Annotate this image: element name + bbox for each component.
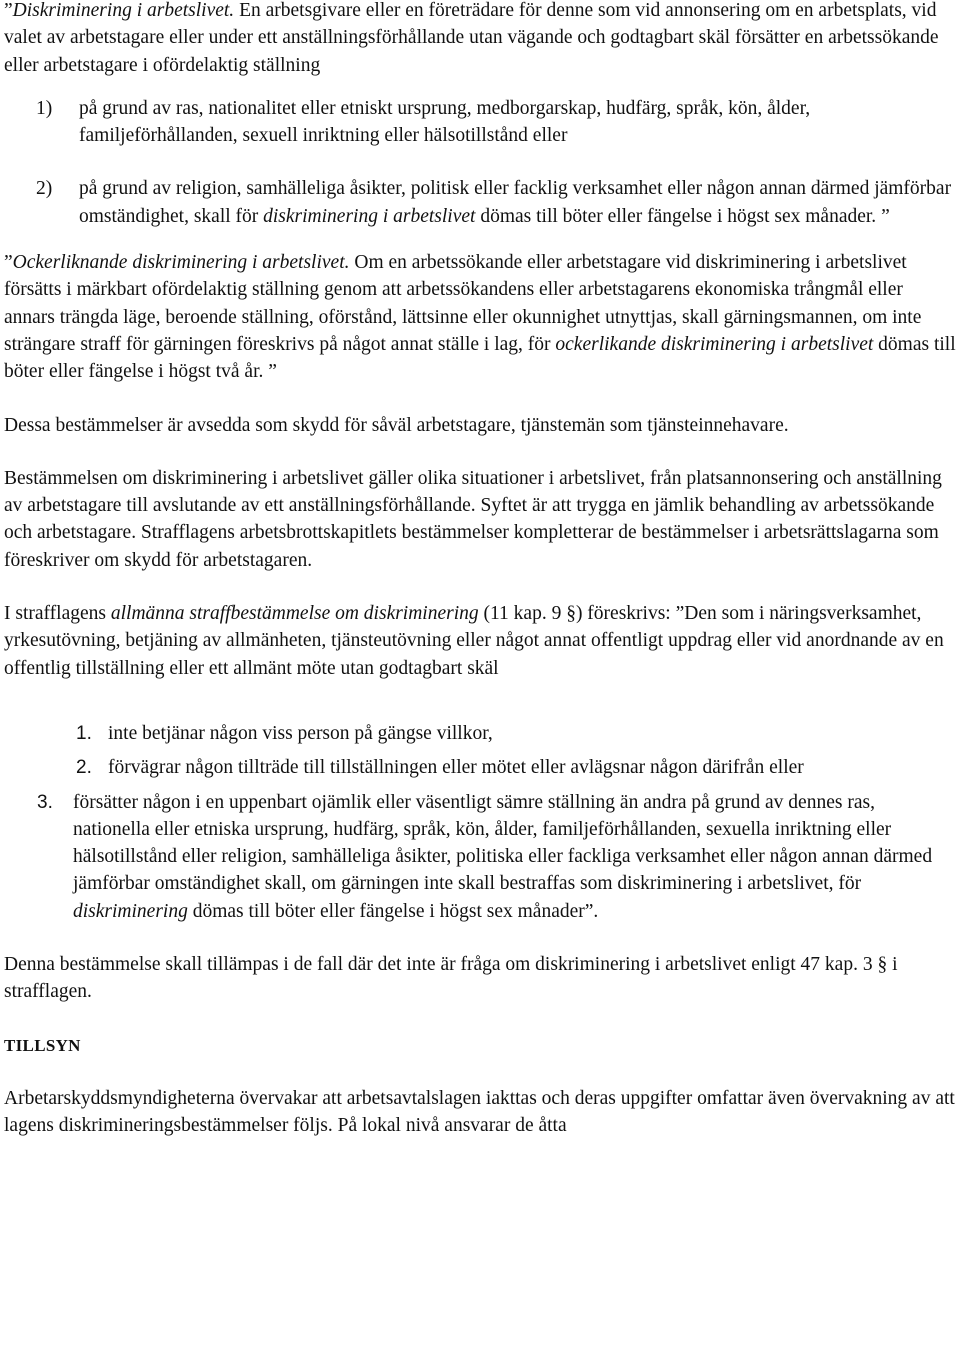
list-text-italic: diskriminering i arbetslivet (263, 205, 476, 227)
quote-open: ” (4, 252, 13, 274)
list-text-italic: diskriminering (73, 900, 188, 922)
quote-close: ” (876, 205, 890, 227)
paragraph-text: dömas till böter eller fängelse i högst två år. (4, 333, 956, 383)
list-text: på grund av religion, samhälleliga åsikter, politisk eller facklig verksamhet eller någon annan därmed jämförbar omständighet, skall för (79, 178, 952, 227)
paragraph-applies: Denna bestämmelse skall tillämpas i de fall där det inte är fråga om diskriminering i arbetslivet enligt 47 kap. 3 § i strafflagen. (4, 954, 898, 1003)
list-item (4, 175, 956, 230)
paragraph-usury-discrimination (4, 249, 956, 385)
paragraph-scope: Bestämmelsen om diskriminering i arbetslivet gäller olika situationer i arbetslivet, från platsannonsering och anställning av arbetstagare till avslutande av ett anställningsförhållande. Syftet är att trygga en jämlik behandling av arbetssökande och arbetstagare. Strafflagens arbetsbrottskapitlets bestämmelser kompletterar de bestämmelser i arbetsrättslagarna som föreskriver om skydd för arbetstagaren. (4, 467, 942, 571)
paragraph-intro (4, 0, 956, 79)
list-number: 1) (36, 97, 53, 119)
numbered-list-general (4, 720, 956, 925)
section-title: Ockerliknande diskriminering i arbetslivet. (12, 252, 350, 274)
list-text: förvägrar någon tillträde till tillställningen eller mötet eller avlägsnar någon därifrån eller (108, 757, 804, 779)
paragraph-text: I strafflagens (4, 603, 111, 625)
section-workplace-discrimination (4, 0, 956, 230)
list-number: 2) (36, 178, 53, 200)
list-text: dömas till böter eller fängelse i högst sex månader”. (187, 900, 599, 922)
section-title: Diskriminering i arbetslivet. (12, 0, 235, 21)
paragraph-protection: Dessa bestämmelser är avsedda som skydd för såväl arbetstagare, tjänstemän som tjänsteinnehavare. (4, 414, 789, 436)
list-item (4, 754, 956, 781)
paragraph-text: (11 kap. 9 §) föreskrivs: ”Den som i näringsverksamhet, yrkesutövning, betjäning av allmänheten, tjänsteutövning eller något annat offentligt uppdrag eller vid anordnande av en offentlig tillställning eller ett allmänt möte utan godtagbart skäl (4, 603, 944, 679)
quote-open: ” (4, 0, 13, 21)
list-text: inte betjänar någon viss person på gängse villkor, (108, 722, 493, 744)
list-text: dömas till böter eller fängelse i högst sex månader. (475, 205, 877, 227)
numbered-list (4, 95, 956, 230)
list-item (4, 95, 956, 150)
paragraph-general-penalty (4, 600, 956, 682)
document-page (4, 0, 956, 1140)
list-text: på grund av ras, nationalitet eller etniskt ursprung, medborgarskap, hudfärg, språk, kön, ålder, familjeförhållanden, sexuell inriktning eller hälsotillstånd eller (79, 97, 811, 147)
list-text: försätter någon i en uppenbart ojämlik eller väsentligt sämre ställning än andra på grund av dennes ras, nationella eller etniska ursprung, hudfärg, språk, kön, ålder, familjeförhållanden, sexuella inriktning eller hälsotillstånd eller religion, samhälleliga åsikter, politiska eller fackliga verksamhet eller någon annan därmed jämförbar omständighet skall, om gärningen inte skall bestraffas som diskriminering i arbetslivet, för (73, 791, 933, 895)
paragraph-italic: allmänna straffbestämmelse om diskriminering (110, 603, 479, 625)
paragraph-tillsyn: Arbetarskyddsmyndigheterna övervakar att arbetsavtalslagen iakttas och deras uppgifter omfattar även övervakning av att lagens diskrimineringsbestämmelser följs. På lokal nivå ansvarar de åtta (4, 1087, 955, 1137)
list-item (4, 789, 956, 925)
intro-text: En arbetsgivare eller en företrädare för denne som vid annonsering om en arbetsplats, vid valet av arbetstagare eller under ett anställningsförhållande utan vägande och godtagbart skäl försätter en arbetssökande eller arbetstagare i ofördelaktig ställning (4, 0, 939, 76)
section-heading-tillsyn: TILLSYN (4, 1035, 81, 1055)
list-item (4, 720, 956, 747)
paragraph-italic: ockerlikande diskriminering i arbetslivet (555, 333, 874, 355)
list-number: 2. (76, 757, 92, 779)
list-number: 1. (76, 722, 92, 744)
quote-close: ” (268, 361, 277, 383)
paragraph-text: Om en arbetssökande eller arbetstagare vid diskriminering i arbetslivet försätts i märkbart ofördelaktig ställning genom att arbetssökandens eller arbetstagarens ekonomiska trångmål eller annars trängda läge, beroende ställning, oförstånd, lättsinne eller okunnighet utnyttjas, skall gärningsmannen, om inte strängare straff för gärningen föreskrivs på något annat ställe i lag, för (4, 252, 922, 355)
list-number: 3. (37, 791, 53, 813)
